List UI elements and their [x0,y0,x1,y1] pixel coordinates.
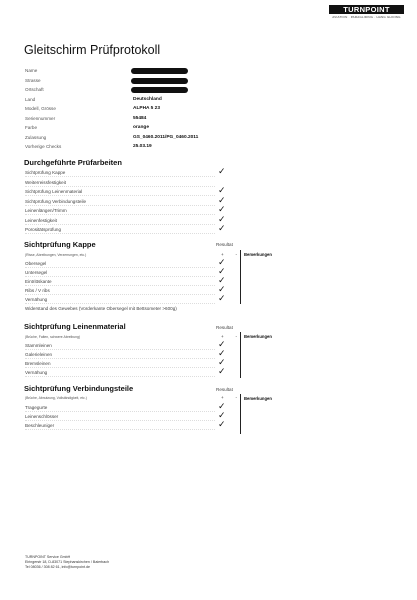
field-label: Land [25,96,36,102]
check-mark: ✓ [218,267,226,277]
item-label: Porositätsprüfung [25,227,62,232]
redacted-value [131,87,188,93]
check-mark: ✓ [218,349,226,359]
row-rule [25,176,215,177]
check-mark: ✓ [218,285,226,295]
verbindung-divider [240,394,241,434]
verbindung-plus-minus [221,395,237,400]
leinen-subtitle: (Brüche, Falten, schwere Abreibung) [25,335,81,339]
section-heading-kappe: Sichtprüfung Kappe [24,240,96,249]
row-rule [25,411,215,412]
item-label: Sichtprüfung Kappe [25,170,66,175]
minus-label: - [235,252,237,257]
item-label: Untersegel [25,270,48,275]
check-mark: ✓ [218,276,226,286]
item-label: Tragegurte [25,405,48,410]
row-rule [25,214,215,215]
page-title: Gleitschirm Prüfprotokoll [24,43,161,57]
plus-label: + [221,334,224,339]
item-label: Obersegel [25,261,47,266]
item-label: Beschleuniger [25,423,55,428]
redacted-value [131,78,188,84]
redacted-value [131,68,188,74]
kappe-subtitle: (Risse, Abreibungen, Verzerrungen, etc.) [25,253,87,257]
leinen-plus-minus [221,334,237,339]
plus-label: + [221,252,224,257]
check-mark: ✓ [218,411,226,421]
kappe-plus-minus [221,252,237,257]
check-mark: ✓ [218,258,226,268]
kappe-note: Widerstand des Gewebes (Vorderkante Obersegel mit Bettsometer >600g) [25,306,177,311]
kappe-bemerkungen: Bemerkungen [244,252,272,257]
footer-company: TURNPOINT Service GmbH [25,555,71,559]
item-label: Eintrittskante [25,279,52,284]
row-rule [25,429,215,430]
field-label: Farbe [25,125,38,130]
leinen-resultat-label: Resultat [216,325,233,330]
check-mark: ✓ [218,167,226,177]
footer-street: Eiringerstr 18, D-83071 Stephanskirchen / Baierbach [25,560,110,564]
minus-label: - [235,334,237,339]
logo-tagline: AVIATION · PARAGLIDING · HANG GLIDING [332,15,401,19]
minus-label: - [235,395,237,400]
row-rule [25,285,215,286]
leinen-divider [240,332,241,378]
section-heading-leinen: Sichtprüfung Leinenmaterial [24,322,126,331]
section-heading-arbeiten: Durchgeführte Prüfarbeiten [24,158,122,167]
row-rule [25,186,215,187]
row-rule [25,294,215,295]
field-label: Seriennummer [25,115,56,121]
leinen-bemerkungen: Bemerkungen [244,334,272,339]
row-rule [25,376,215,377]
check-mark: ✓ [218,402,226,412]
check-mark: ✓ [218,367,226,377]
field-label: Vorherige Checks [25,144,62,149]
item-label: Leinenschlösser [25,414,59,419]
row-rule [25,276,215,277]
field-value: ALPHA 5 23 [133,106,161,111]
row-rule [25,367,215,368]
check-mark: ✓ [218,420,226,430]
check-mark: ✓ [218,358,226,368]
check-mark: ✓ [218,214,226,225]
item-label: Leinenfestigkeit [25,217,57,223]
row-rule [25,195,215,196]
field-value: Deutschland [133,96,162,102]
item-label: Bremsleinen [25,361,51,366]
row-rule [25,358,215,359]
item-label: Ribs / V ribs [25,288,50,293]
check-mark: ✓ [218,294,226,304]
item-label: Vernähung [25,297,48,302]
row-rule [25,224,215,225]
item-label: Vernähung [25,370,48,375]
check-mark: ✓ [218,340,226,350]
field-value: GS_0460.2011/PG_0460.2011 [133,134,199,140]
kappe-divider [240,250,241,304]
field-label: Strasse [25,77,41,83]
item-label: Stammleinen [25,343,52,348]
footer-address [25,555,109,570]
item-label: Sichtprüfung Verbindungsteile [25,198,87,204]
item-label: Galerieleinen [25,352,53,357]
field-value: 25.03.19 [133,144,152,149]
field-value: orange [133,125,149,130]
item-label: Weiterreissfestigkeit [25,179,67,185]
check-mark: ✓ [218,195,226,206]
check-mark: ✓ [218,186,226,196]
row-rule [25,349,215,350]
item-label: Sichtprüfung Leinenmaterial [25,189,83,194]
field-label: Zulassung [25,134,47,140]
verbindung-bemerkungen: Bemerkungen [244,396,272,401]
check-mark: ✓ [218,205,226,215]
verbindung-subtitle: (Brüche, Abnutzung, Vollständigkeit, etc.) [25,396,87,400]
field-label: Ortschaft [25,87,44,92]
field-label: Modell, Grösse [25,106,56,111]
row-rule [25,233,215,234]
kappe-resultat-label: Resultat [216,242,233,247]
turnpoint-logo [329,5,404,20]
row-rule [25,420,215,421]
section-heading-verbindung: Sichtprüfung Verbindungsteile [24,384,134,393]
verbindung-resultat-label: Resultat [216,387,233,392]
plus-label: + [221,395,224,400]
field-label: Name [25,68,38,73]
item-label: Leinenlängen/Trimm [25,208,67,213]
check-mark: ✓ [218,224,226,234]
footer-contact: Tel 08036 / 308 82 61, info@turnpoint.de [25,565,90,569]
row-rule [25,205,215,206]
field-value: 55484 [133,115,147,121]
row-rule [25,303,215,304]
row-rule [25,267,215,268]
logo-brand: TURNPOINT [329,5,404,14]
